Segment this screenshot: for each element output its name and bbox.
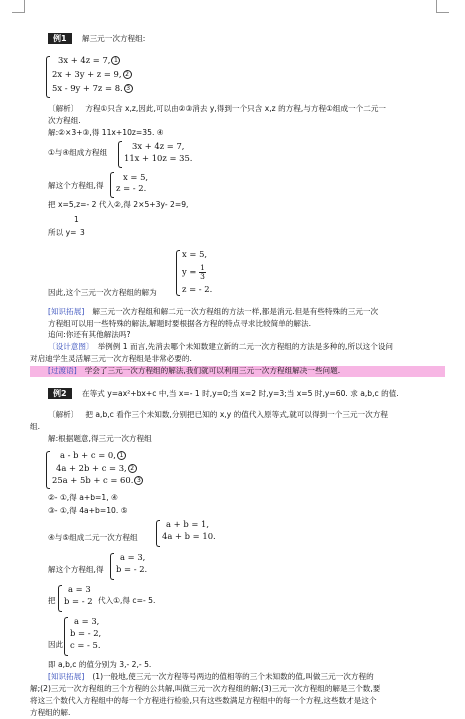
system-eq: z = - 2. <box>116 183 147 193</box>
solution-step-5: 解这个方程组,得 <box>48 565 104 574</box>
solution-step-1: 解:根据题意,得三元一次方程组 <box>48 434 152 443</box>
example-2-badge: 例2 <box>48 388 72 399</box>
crop-mark-top-left <box>12 0 25 13</box>
equation-1: a - b + c = 0, 1 <box>52 451 126 461</box>
follow-up-question: 追问:你还有其他解法吗? <box>48 330 131 339</box>
system-eq: a = 3, <box>120 552 146 562</box>
equation-3: 5x - 9y + 7z = 8. 3 <box>52 84 133 94</box>
analysis-line-2: 组. <box>30 422 41 431</box>
solution-step-2: ①与④组成方程组 <box>48 148 108 157</box>
example-1-badge: 例1 <box>48 33 72 44</box>
solution-y: y = $\frac{1}{3}$ <box>182 263 205 281</box>
system-eq: a = 3 <box>68 584 91 594</box>
solution-step-1: 解:②×3+③,得 11x+10z=35. ④ <box>48 128 164 137</box>
system-eq: b = - 2 <box>64 596 93 606</box>
fraction-one-third: 1 <box>74 215 79 224</box>
system-brace <box>176 250 180 296</box>
system-brace <box>110 172 114 198</box>
knowledge-extension-1-line-2: 方程组可以用一些特殊的解法,解题时要根据各方程的特点寻求比较简单的解法. <box>48 319 312 328</box>
solution-step-6: 把 <box>48 596 56 605</box>
solution-step-4: ④与⑤组成二元一次方程组 <box>48 533 138 542</box>
system-brace <box>156 520 160 547</box>
system-eq: b = - 2, <box>70 628 102 638</box>
system-eq: c = - 5. <box>70 640 101 650</box>
solution-step-7: 因此 <box>48 640 64 649</box>
equation-3: 25a + 5b + c = 60. 3 <box>52 476 143 486</box>
system-eq: a + b = 1, <box>166 519 210 529</box>
example-2-title: 在等式 y=ax²+bx+c 中,当 x=- 1 时,y=0;当 x=2 时,y=3;当 x=5 时,y=60. 求 a,b,c 的值. <box>82 389 399 398</box>
system-brace <box>110 553 114 580</box>
design-intent: 〔设计意图〕 举例例 1 而言,先消去哪个未知数建立新的二元一次方程组的方法是多种的,所以这个设问 <box>48 342 394 351</box>
crop-mark-top-right <box>436 0 449 13</box>
system-eq: b = - 2. <box>116 564 148 574</box>
solution-step-2: ②- ①,得 a+b=1, ④ <box>48 493 118 502</box>
system-brace <box>64 617 68 656</box>
example-1-title: 解三元一次方程组: <box>82 34 146 43</box>
system-brace <box>46 451 50 489</box>
system-brace <box>58 585 62 612</box>
analysis-line-1: 〔解析〕 方程①只含 x,z,因此,可以由②③消去 y,得到一个只含 x,z 的方程,与方程①组成一个二元一 <box>48 104 387 113</box>
system-eq: 3x + 4z = 7, <box>132 141 185 151</box>
final-answer: 即 a,b,c 的值分别为 3,- 2,- 5. <box>48 660 152 669</box>
solution-z: z = - 2. <box>182 284 213 294</box>
system-eq: a = 3, <box>74 616 100 626</box>
system-eq: x = 5, <box>123 172 149 182</box>
system-brace <box>46 56 50 98</box>
solution-step-3: 解这个方程组,得 <box>48 181 104 190</box>
example-1-header <box>48 34 145 44</box>
analysis-line-1: 〔解析〕 把 a,b,c 看作三个未知数,分别把已知的 x,y 的值代入原等式,就可以得到一个三元一次方程 <box>48 410 388 419</box>
knowledge-extension-1: [知识拓展] 解三元一次方程组和解二元一次方程组的方法一样,都是消元.但是有些特殊的三元一次 <box>48 307 379 316</box>
knowledge-extension-2: [知识拓展] (1)一般地,使三元一次方程等号两边的值相等的三个未知数的值,叫做三元一次方程的 <box>48 672 374 681</box>
fraction-denominator: 3 <box>80 228 85 237</box>
transition-highlight: [过渡语] 学会了三元一次方程组的解法,我们就可以利用三元一次方程组解决一些问题. <box>30 366 445 377</box>
system-brace <box>118 141 122 168</box>
equation-2: 4a + 2b + c = 3, 2 <box>52 464 137 474</box>
system-eq: 4a + b = 10. <box>162 531 216 541</box>
equation-1: 3x + 4z = 7, 1 <box>52 56 120 66</box>
design-intent-line-2: 对启迪学生灵活解三元一次方程组是非常必要的. <box>30 354 192 363</box>
solution-step-6: 因此,这个三元一次方程组的解为 <box>48 288 157 297</box>
solution-step-3: ③- ①,得 4a+b=10. ⑤ <box>48 506 128 515</box>
solution-x: x = 5, <box>182 249 208 259</box>
solution-step-5: 所以 y= <box>48 228 77 237</box>
knowledge-extension-2-line-2: 解;(2)三元一次方程组的三个方程的公共解,叫做三元一次方程组的解;(3)三元一次方程组的解是三个数,要 <box>30 684 381 693</box>
system-eq: 11x + 10z = 35. <box>124 153 193 163</box>
knowledge-extension-2-line-4: 方程组的解. <box>30 708 71 717</box>
knowledge-extension-2-line-3: 将这三个数代入方程组中的每一个方程进行检验,只有这些数满足方程组中的每一个方程,这些数才是这个 <box>30 696 377 705</box>
equation-2: 2x + 3y + z = 9, 2 <box>52 70 132 80</box>
analysis-line-2: 次方程组. <box>48 116 81 125</box>
solution-step-4: 把 x=5,z=- 2 代入②,得 2×5+3y- 2=9, <box>48 200 189 209</box>
example-2-header <box>48 389 399 399</box>
solution-step-6-tail: 代入①,得 c=- 5. <box>98 596 156 605</box>
